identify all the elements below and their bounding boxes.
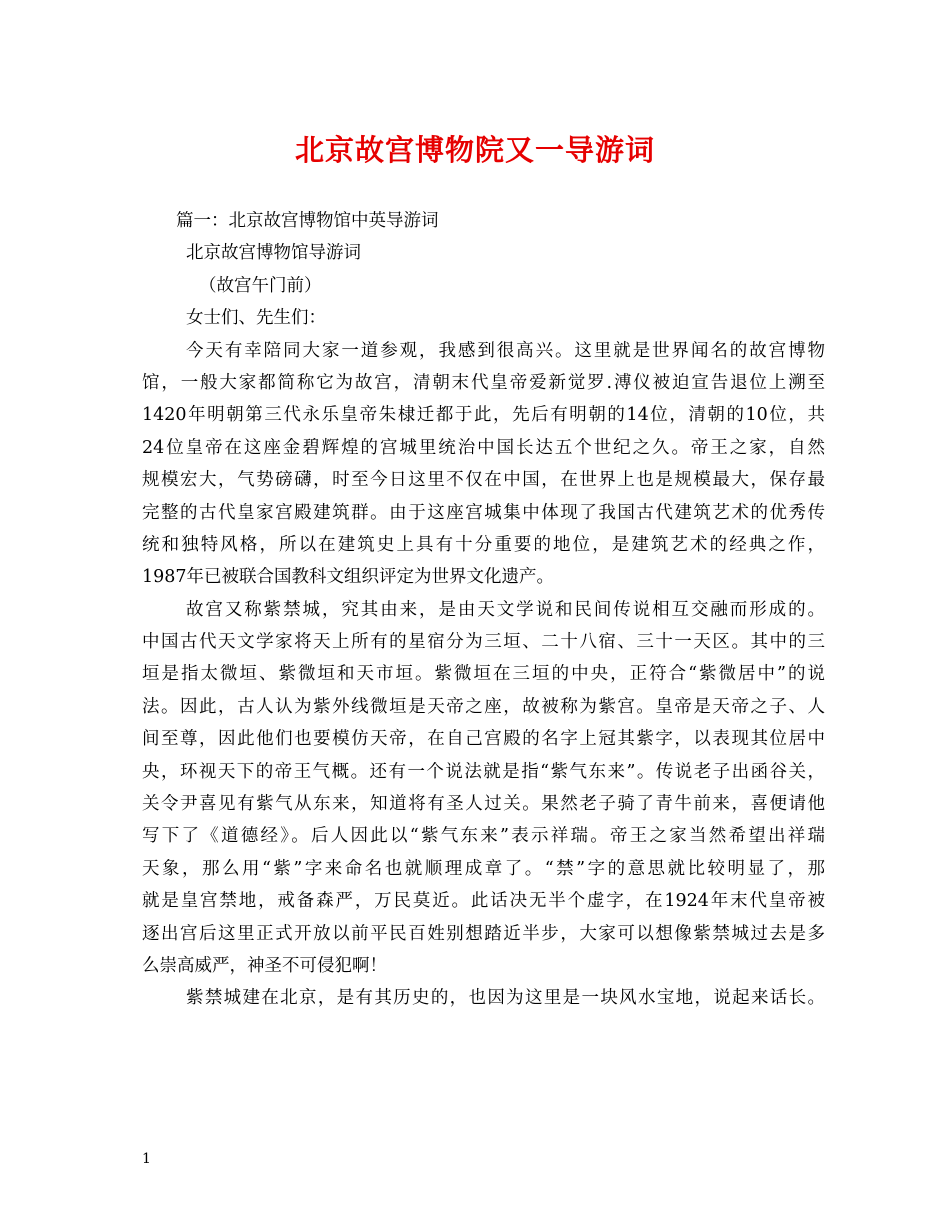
paragraph-line: 紫禁城建在北京，是有其历史的，也因为这里是一块风水宝地，说起来话长。 — [186, 988, 825, 1009]
paragraph-line: 法。因此，古人认为紫外线微垣是天帝之座，故被称为紫宫。皇帝是天帝之子、人 — [142, 696, 825, 717]
paragraph-line: 逐出宫后这里正式开放以前平民百姓别想踏近半步，大家可以想像紫禁城过去是多 — [142, 923, 825, 944]
subtitle: 北京故宫博物馆导游词 — [186, 243, 361, 264]
paragraph-line: 垣是指太微垣、紫微垣和天市垣。紫微垣在三垣的中央，正符合“紫微居中”的说 — [142, 664, 825, 685]
paragraph-line: 关令尹喜见有紫气从东来，知道将有圣人过关。果然老子骑了青牛前来，喜便请他 — [142, 794, 825, 815]
paragraph-line: 天象，那么用“紫”字来命名也就顺理成章了。“禁”字的意思就比较明显了，那 — [142, 858, 825, 879]
location-note: （故宫午门前） — [199, 275, 322, 296]
paragraph-line: 今天有幸陪同大家一道参观，我感到很高兴。这里就是世界闻名的故宫博物 — [186, 340, 825, 361]
greeting: 女士们、先生们： — [186, 308, 326, 329]
paragraph-line: 写下了《道德经》。后人因此以“紫气东来”表示祥瑞。帝王之家当然希望出祥瑞 — [142, 826, 825, 847]
paragraph-line: 央，环视天下的帝王气概。还有一个说法就是指“紫气东来”。传说老子出函谷关， — [142, 761, 825, 782]
document-title: 北京故宫博物院又一导游词 — [294, 133, 655, 167]
paragraph-line: 1987年已被联合国教科文组织评定为世界文化遗产。 — [142, 567, 555, 588]
paragraph-line: 1420年明朝第三代永乐皇帝朱棣迁都于此，先后有明朝的14位，清朝的10位，共 — [142, 405, 825, 426]
paragraph-line: 馆，一般大家都简称它为故宫，清朝末代皇帝爱新觉罗.溥仪被迫宣告退位上溯至 — [142, 372, 825, 393]
document-body — [142, 205, 825, 1015]
paragraph-line: 中国古代天文学家将天上所有的星宿分为三垣、二十八宿、三十一天区。其中的三 — [142, 632, 825, 653]
page-number: 1 — [142, 1151, 151, 1167]
paragraph-line: 24位皇帝在这座金碧辉煌的宫城里统治中国长达五个世纪之久。帝王之家，自然 — [142, 437, 825, 458]
paragraph-line: 间至尊，因此他们也要模仿天帝，在自己宫殿的名字上冠其紫字，以表现其位居中 — [142, 729, 825, 750]
paragraph-line: 统和独特风格，所以在建筑史上具有十分重要的地位，是建筑艺术的经典之作， — [142, 534, 825, 555]
paragraph-line: 故宫又称紫禁城，究其由来，是由天文学说和民间传说相互交融而形成的。 — [186, 599, 825, 620]
paragraph-line: 就是皇宫禁地，戒备森严，万民莫近。此话决无半个虚字，在1924年末代皇帝被 — [142, 891, 825, 912]
paragraph-line: 规模宏大，气势磅礴，时至今日这里不仅在中国，在世界上也是规模最大，保存最 — [142, 470, 825, 491]
section-heading: 篇一：北京故宫博物馆中英导游词 — [176, 211, 439, 231]
paragraph-line: 完整的古代皇家宫殿建筑群。由于这座宫城集中体现了我国古代建筑艺术的优秀传 — [142, 502, 825, 523]
paragraph-line: 么崇高威严，神圣不可侵犯啊！ — [142, 955, 387, 976]
